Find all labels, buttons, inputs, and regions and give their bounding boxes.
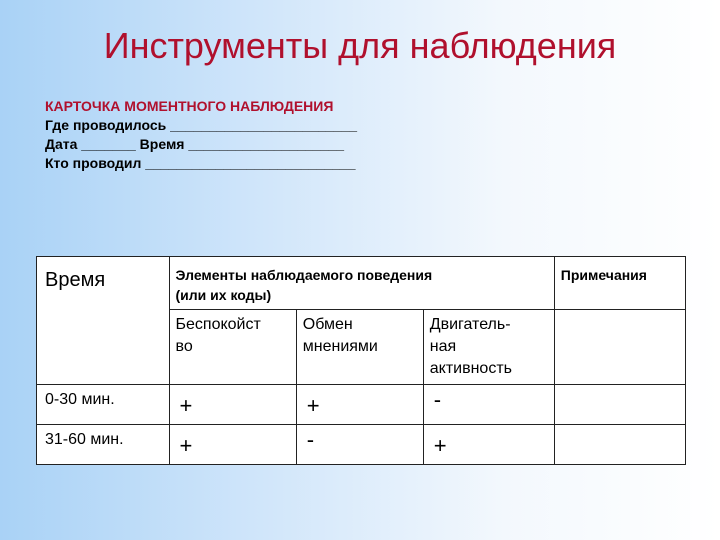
subheader-line: мнениями [302,338,378,355]
card-line-observer: Кто проводил ___________________________ [45,155,356,171]
notes-header: Примечания [554,257,685,310]
card-heading: КАРТОЧКА МОМЕНТНОГО НАБЛЮДЕНИЯ [45,98,334,114]
row-time: 31-60 мин. [37,425,170,465]
row-mark: + [169,425,296,465]
observation-card [45,97,357,173]
subheader-line: Двигатель- [429,316,511,333]
table-row [37,425,686,465]
elements-header-line: (или их коды) [175,287,272,303]
notes-empty-cell [554,310,685,385]
subheader-line: Беспокойст [175,316,261,333]
observation-table [36,256,686,465]
row-mark: + [169,385,296,425]
subheader-line: Обмен [302,316,353,333]
card-line-date-time: Дата _______ Время ____________________ [45,136,345,152]
time-header: Время [37,257,170,385]
subheader-motor-activity [423,310,554,385]
table-row [37,385,686,425]
subheader-line: ная [429,338,457,355]
row-mark: + [423,425,554,465]
row-note [554,425,685,465]
row-mark: + [296,385,423,425]
row-mark: - [423,385,554,425]
row-time: 0-30 мин. [37,385,170,425]
subheader-line: во [175,338,193,355]
elements-header [169,257,554,310]
table-header-row [37,257,686,310]
subheader-line: активность [429,360,512,377]
subheader-anxiety [169,310,296,385]
slide-title: Инструменты для наблюдения [103,25,617,66]
subheader-exchange [296,310,423,385]
row-note [554,385,685,425]
elements-header-line: Элементы наблюдаемого поведения [175,267,433,283]
card-line-place: Где проводилось ________________________ [45,117,358,133]
row-mark: - [296,425,423,465]
